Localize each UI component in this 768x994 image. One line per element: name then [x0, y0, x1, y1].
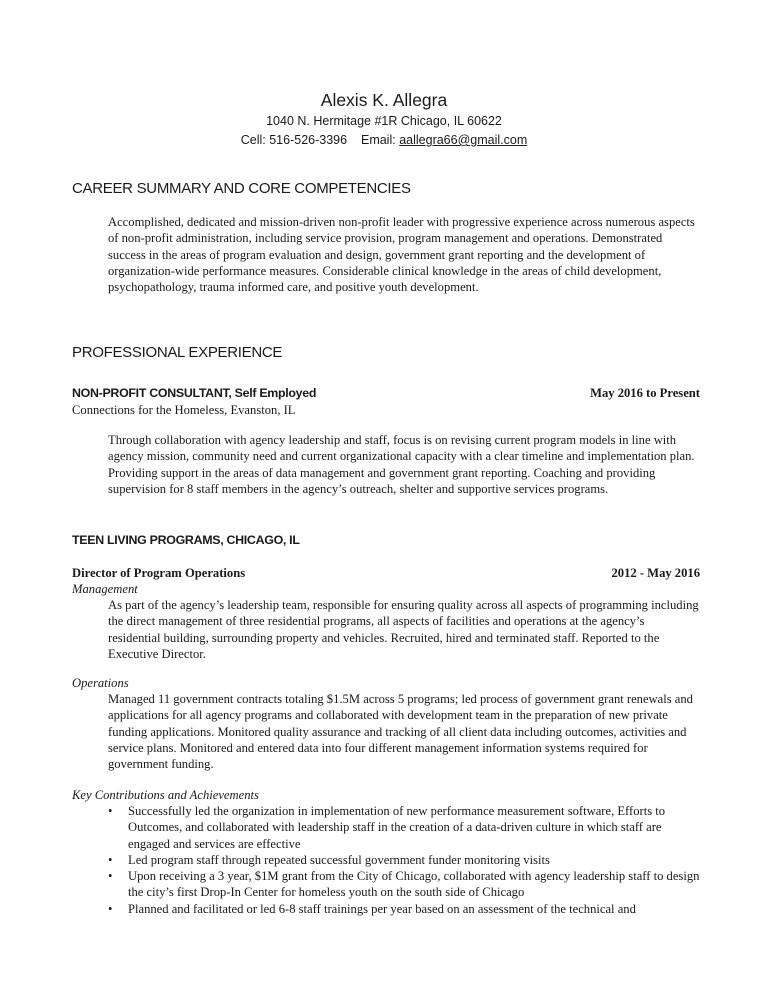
org-heading-teen-living: TEEN LIVING PROGRAMS, CHICAGO, IL [72, 533, 300, 547]
job-title-consultant: NON-PROFIT CONSULTANT, Self Employed [72, 386, 317, 400]
resume-header [0, 88, 768, 150]
operations-paragraph: Managed 11 government contracts totaling $1.5M across 5 programs; led process of government grant renewals and applications for all agency programs and collaborated with development team in the preparation of new private funding applications. Monitored quality assurance and tracking of all client data including outcomes, activities and service plans. Monitored and entered data into four different management information systems required for government funding. [108, 692, 693, 772]
list-item: • Planned and facilitated or led 6-8 staff trainings per year based on an assessment of the technical and [108, 901, 636, 916]
contact-line [0, 131, 768, 150]
email-link[interactable]: aallegra66@gmail.com [399, 133, 528, 147]
summary-paragraph: Accomplished, dedicated and mission-driven non-profit leader with progressive experience across numerous aspects of non-profit administration, including service provision, program management and operations. Demonstrated success in the areas of program evaluation and design, government grant reporting and the development of organization-wide performance measures. Considerable clinical knowledge in the areas of child development, psychopathology, trauma informed care, and positive youth development. [108, 215, 695, 295]
contributions-label: Key Contributions and Achievements [72, 788, 259, 802]
job-dates-director: 2012 - May 2016 [611, 566, 700, 580]
bullet-icon: • [108, 901, 113, 916]
job-dates-consultant: May 2016 to Present [590, 386, 700, 400]
job-org-consultant: Connections for the Homeless, Evanston, IL [72, 403, 296, 417]
job-role-director: Director of Program Operations [72, 566, 246, 580]
management-label: Management [72, 582, 138, 596]
address: 1040 N. Hermitage #1R Chicago, IL 60622 [266, 114, 502, 128]
cell-phone: Cell: 516-526-3396 [240, 133, 348, 147]
consultant-paragraph: Through collaboration with agency leadership and staff, focus is on revising current program models in line with agency mission, community need and current organizational capacity with a clear timeline and implementation plan. Providing support in the areas of data management and government grant reporting. Coaching and providing supervision for 8 staff members in the agency’s outreach, shelter and supportive services programs. [108, 433, 695, 496]
list-item: • Led program staff through repeated successful government funder monitoring visits [108, 852, 550, 867]
list-item: • Successfully led the organization in implementation of new performance measurement software, Efforts to Outcomes, and collaborated with leadership staff in the creation of a data-driven culture in which staff are engaged and services are effective [108, 804, 666, 851]
management-paragraph: As part of the agency’s leadership team, responsible for ensuring quality across all aspects of programming including the direct management of three residential programs, all aspects of facilities and operations at the agency’s residential building, surrounding property and vehicles. Recruited, hired and terminated staff. Reported to the Executive Director. [108, 598, 699, 661]
section-title-experience: PROFESSIONAL EXPERIENCE [72, 344, 283, 361]
bullet-icon: • [108, 852, 113, 867]
email-label: Email: [360, 133, 396, 147]
list-item: • Upon receiving a 3 year, $1M grant from the City of Chicago, collaborated with agency leadership staff to design the city’s first Drop-In Center for homeless youth on the south side of Chicago [108, 869, 700, 900]
applicant-name: Alexis K. Allegra [320, 90, 448, 110]
section-title-summary: CAREER SUMMARY AND CORE COMPETENCIES [72, 180, 411, 197]
bullet-icon: • [108, 869, 113, 884]
bullet-icon: • [108, 804, 113, 818]
contributions-list [108, 803, 700, 917]
operations-label: Operations [72, 676, 129, 690]
